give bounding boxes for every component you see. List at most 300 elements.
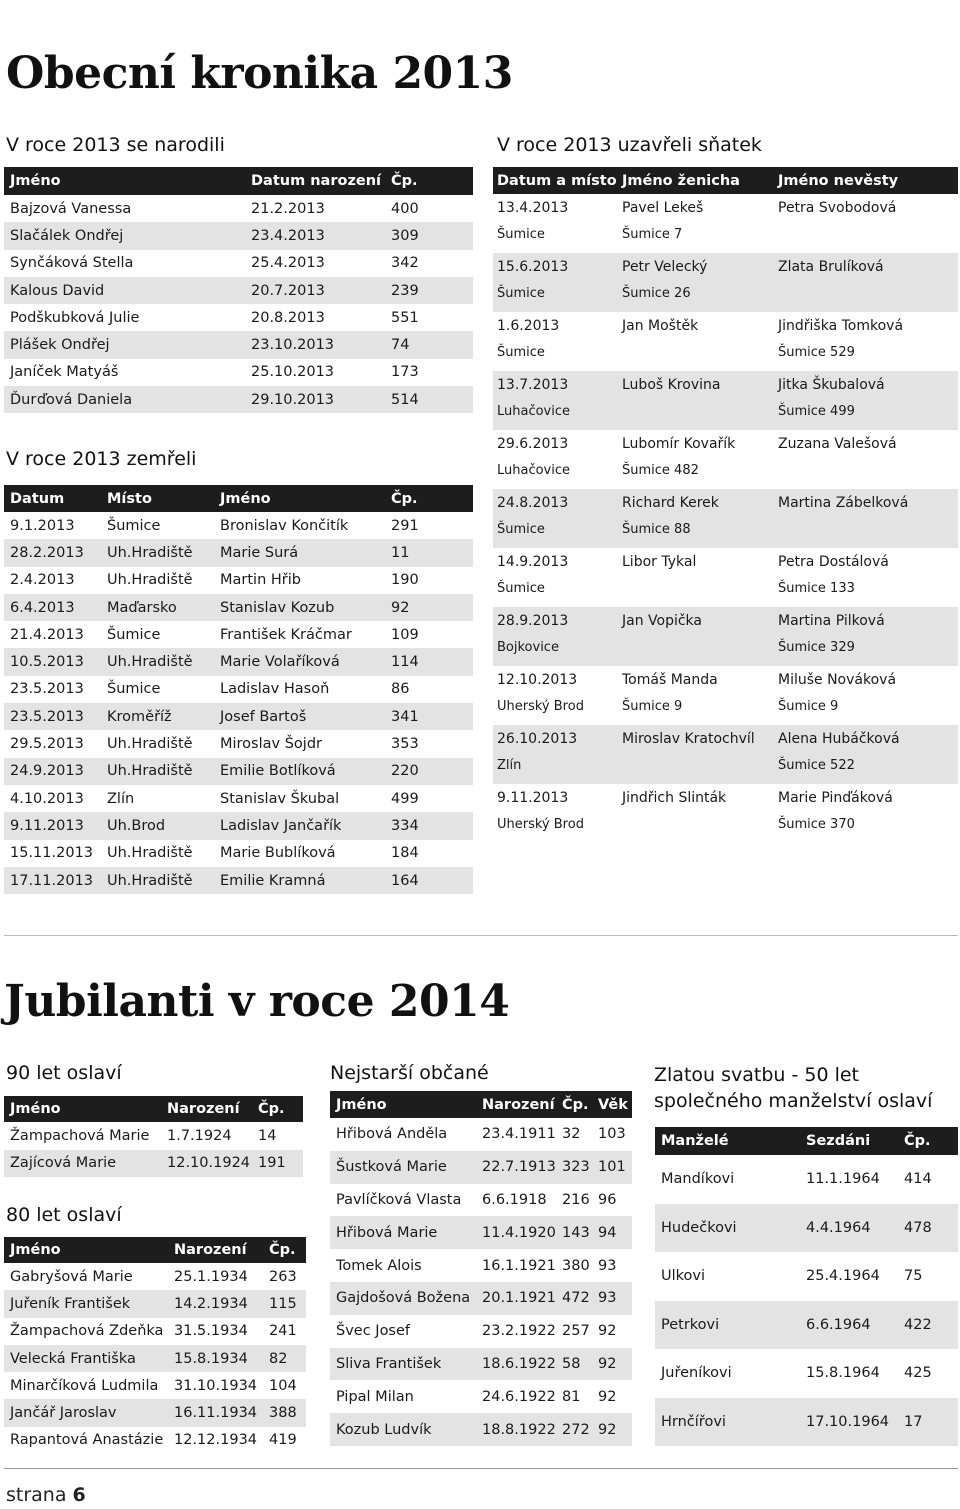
table-cell: 419 [269,1432,297,1449]
table-cell: Emilie Kramná [214,867,385,894]
table-cell: 28.9.2013 [493,607,618,634]
table-row [4,1372,306,1399]
table-cell: 13.7.2013 [493,371,618,398]
column-header: Manželé [655,1127,800,1155]
table-row [4,222,473,249]
column-header: Čp. [263,1237,306,1263]
table-cell: Luhačovice [493,398,618,424]
table-cell: 82 [263,1345,306,1372]
table-cell [774,280,958,306]
table-row [493,837,958,843]
table-row [4,1399,306,1426]
table-cell: 94 [592,1216,632,1249]
table-cell: Gabryšová Marie [10,1268,133,1285]
table-cell: 115 [263,1290,306,1317]
table-row [655,1301,958,1350]
table-cell: 400 [391,200,419,217]
table-row [4,758,473,785]
table-row [493,752,958,778]
table-row [4,812,473,839]
table-row [4,512,473,539]
table-cell: 96 [598,1191,617,1208]
table-cell: Uh.Hradiště [107,845,193,862]
table-row [493,280,958,306]
table-cell: Šumice 9 [622,698,683,714]
golden-section-title [654,1062,932,1114]
table-cell: 18.8.1922 [476,1413,556,1446]
column-header: Jméno ženicha [618,167,774,194]
column-header: Jméno [4,1237,168,1263]
table-cell: 93 [592,1282,632,1315]
table-row [4,277,473,304]
table-cell: Šumice 88 [618,516,774,542]
table-cell: Jan Vopička [618,607,774,634]
column-header: Jméno [4,167,245,195]
table-cell: Lubomír Kovařík [622,435,736,452]
table-cell: 15.8.1934 [168,1345,263,1372]
table-row [4,730,473,757]
table-cell: Zlín [493,752,618,778]
table-cell [774,457,958,483]
column-header: Čp. [385,485,473,512]
table-cell: Uh.Hradiště [101,867,214,894]
table-cell: Pavel Lekeš [622,199,704,216]
table-cell: Uherský Brod [497,698,584,714]
table-cell: Šumice 7 [622,226,683,242]
table-cell: Hrnčířovi [655,1398,800,1447]
table-cell: Uh.Hradiště [101,758,214,785]
table-row [655,1349,958,1398]
table-cell: Libor Tykal [622,553,697,570]
table-cell: 101 [592,1151,632,1184]
table-cell: 257 [562,1323,590,1340]
table-cell: Velecká Františka [4,1345,168,1372]
table-cell: Pavlíčková Vlasta [336,1191,462,1208]
table-cell: 2.4.2013 [10,572,75,589]
table-cell: 6.6.1964 [800,1301,898,1350]
table-cell: 422 [898,1301,958,1350]
column-header: Datum narození [245,167,385,195]
died-table [4,485,473,894]
section-divider [4,935,958,936]
table-cell: Plášek Ondřej [4,331,245,358]
table-cell [618,575,774,601]
table-cell: Gajdošová Božena [330,1282,476,1315]
table-cell: 472 [556,1282,592,1315]
table-cell: 191 [252,1150,303,1178]
table-cell: 103 [598,1126,626,1143]
table-cell: 92 [598,1388,617,1405]
table-cell: 21.2.2013 [251,200,325,217]
table-cell: 81 [562,1388,581,1405]
table-row [330,1348,632,1381]
table-cell: Šumice [493,280,618,306]
table-cell: 241 [269,1323,297,1340]
ninety-section-title: 90 let oslaví [6,1062,122,1084]
table-row [330,1151,632,1184]
table-cell: 514 [385,386,473,413]
page-number: 6 [72,1484,86,1506]
table-cell: Emilie Botlíková [214,758,385,785]
table-row [493,516,958,542]
table-row [4,195,473,222]
table-row [493,634,958,660]
golden-title-line2: společného manželství oslaví [654,1090,933,1112]
table-cell: 12.10.1924 [161,1150,252,1178]
table-row [4,676,473,703]
table-cell: 12.10.2013 [497,671,578,688]
table-cell: Petra Svobodová [778,199,897,216]
table-cell: Kozub Ludvík [330,1413,476,1446]
table-cell: Sliva František [330,1348,476,1381]
table-row [493,430,958,457]
table-cell: 104 [269,1377,297,1394]
table-cell: Ďurďová Daniela [4,386,245,413]
table-row [655,1252,958,1301]
eighty-table [4,1237,306,1454]
table-cell: 25.4.2013 [251,255,325,272]
married-table [493,167,958,843]
table-row [493,693,958,719]
table-cell: 23.5.2013 [10,681,84,698]
table-cell: 75 [904,1268,923,1285]
table-cell: Miluše Nováková [778,671,897,688]
table-row [4,1427,306,1454]
table-cell: Zajícová Marie [4,1150,161,1178]
table-row [4,1263,306,1290]
table-cell: 272 [556,1413,592,1446]
table-cell: Tomek Alois [336,1257,422,1274]
table-row [493,575,958,601]
table-cell: 342 [391,255,419,272]
table-cell: 23.4.1911 [482,1126,556,1143]
table-cell: 92 [598,1323,617,1340]
table-cell: Pipal Milan [336,1388,414,1405]
table-cell: Šumice [107,681,161,698]
column-header: Jméno [214,485,385,512]
table-cell: Luboš Krovina [618,371,774,398]
table-row [330,1380,632,1413]
page-title: Obecní kronika 2013 [6,48,513,99]
table-cell: Šumice 529 [778,344,855,360]
table-row [330,1282,632,1315]
table-cell: 20.1.1921 [476,1282,556,1315]
table-cell: 24.8.2013 [493,489,618,516]
column-header: Narození [161,1096,252,1122]
table-cell: 11.4.1920 [476,1216,556,1249]
column-header: Místo [101,485,214,512]
table-cell: Ladislav Jančařík [214,812,385,839]
table-cell: 109 [391,626,419,643]
table-row [493,312,958,339]
table-row [493,253,958,280]
table-row [330,1315,632,1348]
table-cell: 14.2.1934 [168,1290,263,1317]
table-cell: Hudečkovi [655,1204,800,1253]
table-cell: Šumice [497,226,545,242]
table-cell: 24.6.1922 [482,1388,556,1405]
table-cell: 13.4.2013 [497,199,569,216]
table-cell: Luhačovice [497,462,571,478]
table-cell: Rapantová Anastázie [10,1432,164,1449]
table-cell: 216 [562,1191,590,1208]
table-cell: Juřeníkovi [661,1365,732,1382]
table-cell: Kroměříž [101,703,214,730]
table-cell: 6.4.2013 [4,594,101,621]
table-cell: Bajzová Vanessa [10,200,132,217]
table-cell [618,811,774,837]
table-cell: Jančář Jaroslav [4,1399,168,1426]
table-cell: Podškubková Julie [10,309,140,326]
table-row [4,250,473,277]
table-cell: 11.1.1964 [806,1171,880,1188]
table-row [4,331,473,358]
table-cell: Maďarsko [101,594,214,621]
table-row [493,811,958,837]
table-cell: Miroslav Kratochvíl [618,725,774,752]
table-row [4,1122,303,1150]
table-cell: Miroslav Šojdr [220,736,322,753]
table-cell: Petra Dostálová [778,553,889,570]
table-cell: Stanislav Kozub [214,594,385,621]
table-cell: 388 [263,1399,306,1426]
table-cell: 86 [391,681,410,698]
table-cell: 4.10.2013 [10,790,84,807]
table-cell: 29.10.2013 [245,386,385,413]
table-row [493,784,958,811]
table-cell: 74 [385,331,473,358]
table-cell: 263 [269,1268,297,1285]
table-cell: 23.10.2013 [245,331,385,358]
table-cell: 24.9.2013 [4,758,101,785]
table-cell: 16.1.1921 [482,1257,556,1274]
table-row [4,785,473,812]
table-cell: 31.5.1934 [174,1323,248,1340]
table-cell: Šumice 482 [622,462,699,478]
table-cell: 114 [385,648,473,675]
table-cell: Hřibová Anděla [336,1126,448,1143]
table-row [493,548,958,575]
table-row [4,1318,306,1345]
table-cell: 18.6.1922 [476,1348,556,1381]
table-cell: Šumice 133 [778,580,855,596]
table-cell [774,221,958,247]
table-cell: 25.4.1964 [806,1268,880,1285]
table-cell: 93 [598,1257,617,1274]
table-cell: Martina Zábelková [774,489,958,516]
table-cell: Kalous David [4,277,245,304]
table-cell: 25.10.2013 [251,364,335,381]
table-cell: 17 [898,1398,958,1447]
table-cell: Richard Kerek [618,489,774,516]
table-cell: 20.8.2013 [251,309,325,326]
column-header: Narození [168,1237,263,1263]
table-cell: Šumice 329 [774,634,958,660]
table-cell: 4.4.1964 [800,1204,898,1253]
table-row [4,386,473,413]
table-row [4,621,473,648]
table-cell: Marie Pinďáková [778,789,893,806]
oldest-table [330,1091,632,1446]
oldest-section-title: Nejstarší občané [330,1062,489,1084]
table-cell: Bronislav Končitík [220,517,349,534]
column-header: Jméno [4,1096,161,1122]
table-cell: Jindřiška Tomková [778,317,904,334]
table-cell: Petrkovi [655,1301,800,1350]
column-header: Jméno nevěsty [774,167,958,194]
table-cell [618,752,774,778]
table-cell: 12.12.1934 [174,1432,258,1449]
table-cell: Janíček Matyáš [10,364,119,381]
table-cell: 23.5.2013 [4,703,101,730]
ninety-table [4,1096,303,1177]
table-row [493,194,958,221]
row-gap [493,837,958,843]
table-cell: 15.8.1964 [806,1365,880,1382]
table-row [4,304,473,331]
table-cell: 58 [556,1348,592,1381]
table-row [493,666,958,693]
table-cell: Stanislav Škubal [220,790,340,807]
table-cell: Šumice 26 [618,280,774,306]
table-cell: Švec Josef [336,1323,411,1340]
table-row [655,1398,958,1447]
table-cell: Šumice [107,626,161,643]
table-cell: Ulkovi [661,1268,706,1285]
table-row [4,359,473,386]
table-row [4,867,473,894]
table-cell: 551 [391,309,419,326]
table-cell: 23.2.1922 [482,1323,556,1340]
table-cell: 9.11.2013 [4,812,101,839]
table-row [4,1150,303,1178]
table-cell: 291 [391,517,419,534]
table-cell: Šumice 522 [774,752,958,778]
table-cell: Šumice [497,344,545,360]
table-cell: Žampachová Zdeňka [10,1323,164,1340]
table-cell: Mandíkovi [661,1171,735,1188]
table-cell: František Kráčmar [220,626,352,643]
eighty-section-title: 80 let oslaví [6,1204,122,1226]
column-header: Čp. [556,1091,592,1118]
table-cell: Alena Hubáčková [774,725,958,752]
table-cell: 9.11.2013 [497,789,569,806]
table-cell: 28.2.2013 [4,539,101,566]
died-section-title: V roce 2013 zemřeli [6,448,197,470]
column-header: Jméno [330,1091,476,1118]
table-cell: 1.6.2013 [497,317,560,334]
table-row [493,457,958,483]
table-cell: 92 [385,594,473,621]
table-cell: 92 [592,1348,632,1381]
table-cell: 23.4.2013 [245,222,385,249]
table-cell: Slačálek Ondřej [4,222,245,249]
table-cell: Zuzana Valešová [778,435,897,452]
table-row [493,221,958,247]
column-header: Čp. [252,1096,303,1122]
table-row [493,371,958,398]
column-header: Sezdáni [800,1127,898,1155]
table-row [4,648,473,675]
table-cell: 11 [385,539,473,566]
column-header: Datum [4,485,101,512]
table-cell: Šumice [107,517,161,534]
table-cell: Uh.Hradiště [101,539,214,566]
table-row [4,594,473,621]
table-cell: Synčáková Stella [10,255,134,272]
table-cell: 31.10.1934 [174,1377,258,1394]
table-row [493,725,958,752]
table-cell: Ladislav Hasoň [220,681,330,698]
table-cell: Šumice [493,516,618,542]
table-cell: 309 [385,222,473,249]
table-cell: 323 [556,1151,592,1184]
footer-divider [4,1468,958,1469]
column-header: Narození [476,1091,556,1118]
table-cell: Jitka Škubalová [774,371,958,398]
table-cell: Žampachová Marie [10,1127,150,1144]
table-row [493,398,958,424]
golden-title-line1: Zlatou svatbu - 50 let [654,1064,860,1086]
table-cell: 92 [592,1413,632,1446]
table-cell: 14.9.2013 [497,553,569,570]
table-cell: 22.7.1913 [476,1151,556,1184]
table-cell: Jan Moštěk [622,317,699,334]
table-row [4,703,473,730]
table-row [493,489,958,516]
table-row [4,539,473,566]
table-cell: Šustková Marie [330,1151,476,1184]
table-cell: 499 [391,790,419,807]
column-header: Čp. [385,167,473,195]
table-cell: Marie Volaříková [214,648,385,675]
table-cell: Petr Velecký [618,253,774,280]
table-cell: Marie Bublíková [220,845,336,862]
table-cell [618,398,774,424]
table-cell: 353 [391,736,419,753]
table-cell [618,634,774,660]
table-cell: 184 [391,845,419,862]
table-cell: 143 [556,1216,592,1249]
table-cell [774,516,958,542]
married-section-title: V roce 2013 uzavřeli sňatek [497,134,762,156]
table-cell: Josef Bartoš [214,703,385,730]
table-cell: 341 [385,703,473,730]
table-cell: 32 [562,1126,581,1143]
born-table [4,167,473,413]
table-row [330,1413,632,1446]
table-row [4,1290,306,1317]
table-cell: Uh.Hradiště [107,572,193,589]
table-cell: Martina Pilková [774,607,958,634]
table-cell: Juřeník František [4,1290,168,1317]
table-row [330,1118,632,1151]
table-cell: Bojkovice [493,634,618,660]
table-cell: Marie Surá [214,539,385,566]
table-cell: 17.11.2013 [4,867,101,894]
table-cell: Zlata Brulíková [774,253,958,280]
table-cell: 478 [898,1204,958,1253]
table-row [330,1184,632,1217]
table-row [493,339,958,365]
table-cell: Šumice 499 [774,398,958,424]
table-cell: 25.1.1934 [174,1268,248,1285]
table-row [330,1216,632,1249]
table-cell: Minarčíková Ludmila [10,1377,159,1394]
table-row [330,1249,632,1282]
table-row [655,1155,958,1204]
column-header: Datum a místo [493,167,618,194]
